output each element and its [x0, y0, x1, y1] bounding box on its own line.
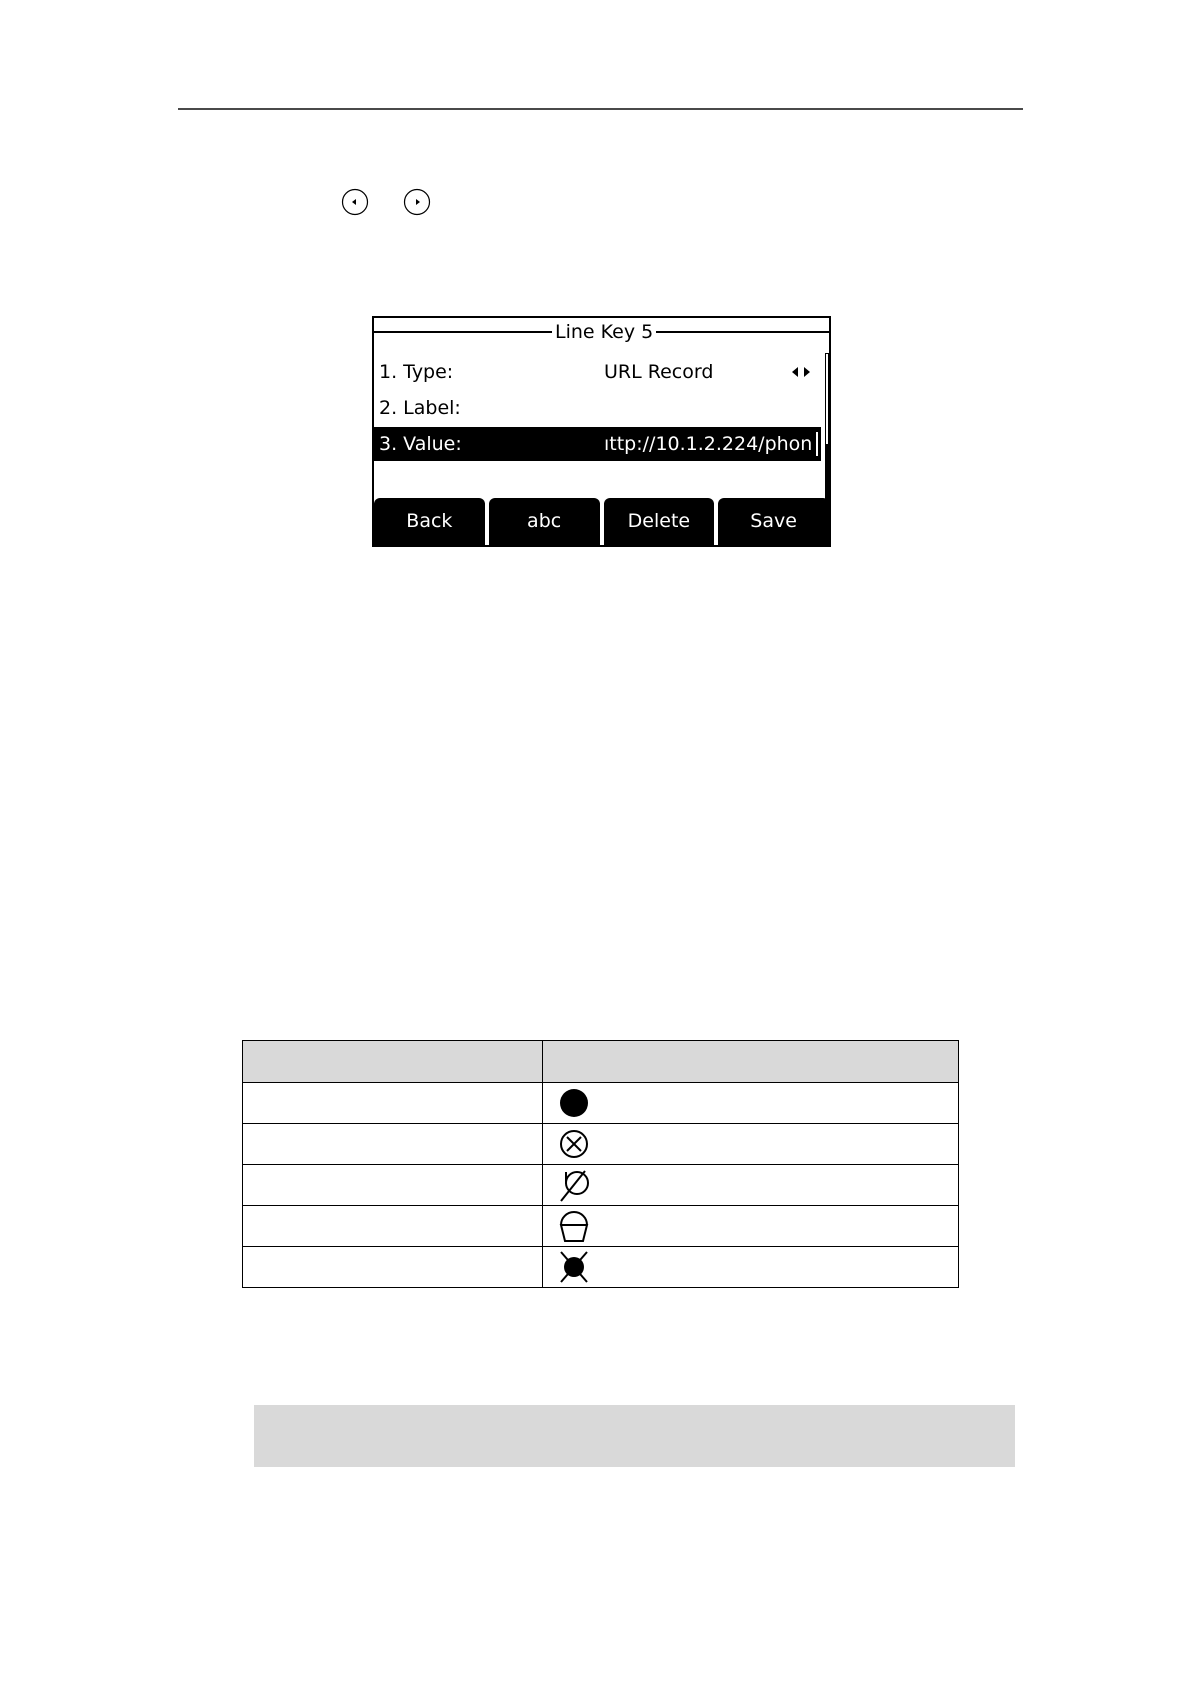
right-arrow-key-icon [403, 188, 431, 216]
table-cell [543, 1124, 959, 1165]
note-box [254, 1405, 1015, 1467]
table-cell [243, 1165, 543, 1206]
table-cell [543, 1165, 959, 1206]
left-arrow-key-icon [341, 188, 369, 216]
table-cell [243, 1206, 543, 1247]
lcd-row-label: 1. Type: [379, 361, 454, 383]
table-row [243, 1083, 959, 1124]
delete-softkey[interactable]: Delete [604, 498, 715, 545]
lcd-scrollbar[interactable] [825, 353, 829, 513]
left-right-arrows-icon[interactable] [792, 367, 810, 377]
save-softkey[interactable]: Save [718, 498, 829, 545]
lcd-row-value: URL Record [604, 361, 714, 383]
lcd-title: Line Key 5 [552, 321, 656, 343]
abc-softkey[interactable]: abc [489, 498, 600, 545]
table-header-cell [243, 1041, 543, 1083]
header-rule [178, 108, 1023, 110]
table-cell [243, 1083, 543, 1124]
lcd-row-type[interactable] [374, 355, 821, 389]
table-cell [243, 1124, 543, 1165]
table-cell [543, 1206, 959, 1247]
lcd-row-label: 3. Value: [379, 433, 462, 455]
lcd-row-value-field[interactable] [374, 427, 821, 461]
table-row [243, 1247, 959, 1288]
table-cell [543, 1083, 959, 1124]
softkey-bar [374, 498, 829, 545]
table-header-row [243, 1041, 959, 1083]
circle-x-icon [557, 1127, 591, 1161]
table-cell [243, 1247, 543, 1288]
bucket-icon [557, 1209, 591, 1243]
table-header-cell [543, 1041, 959, 1083]
crossed-out-empty-set-icon [557, 1168, 591, 1202]
status-icon-table [242, 1040, 959, 1288]
phone-lcd-screen [372, 316, 831, 547]
table-row [243, 1165, 959, 1206]
table-cell [543, 1247, 959, 1288]
filled-circle-icon [557, 1086, 591, 1120]
crossed-filled-circle-icon [557, 1250, 591, 1284]
table-row [243, 1124, 959, 1165]
lcd-row-label: 2. Label: [379, 397, 461, 419]
lcd-row-label-field[interactable] [374, 391, 821, 425]
back-softkey[interactable]: Back [374, 498, 485, 545]
lcd-value-input[interactable]: ıttp://10.1.2.224/phon [604, 433, 812, 455]
table-row [243, 1206, 959, 1247]
text-cursor [816, 432, 818, 456]
